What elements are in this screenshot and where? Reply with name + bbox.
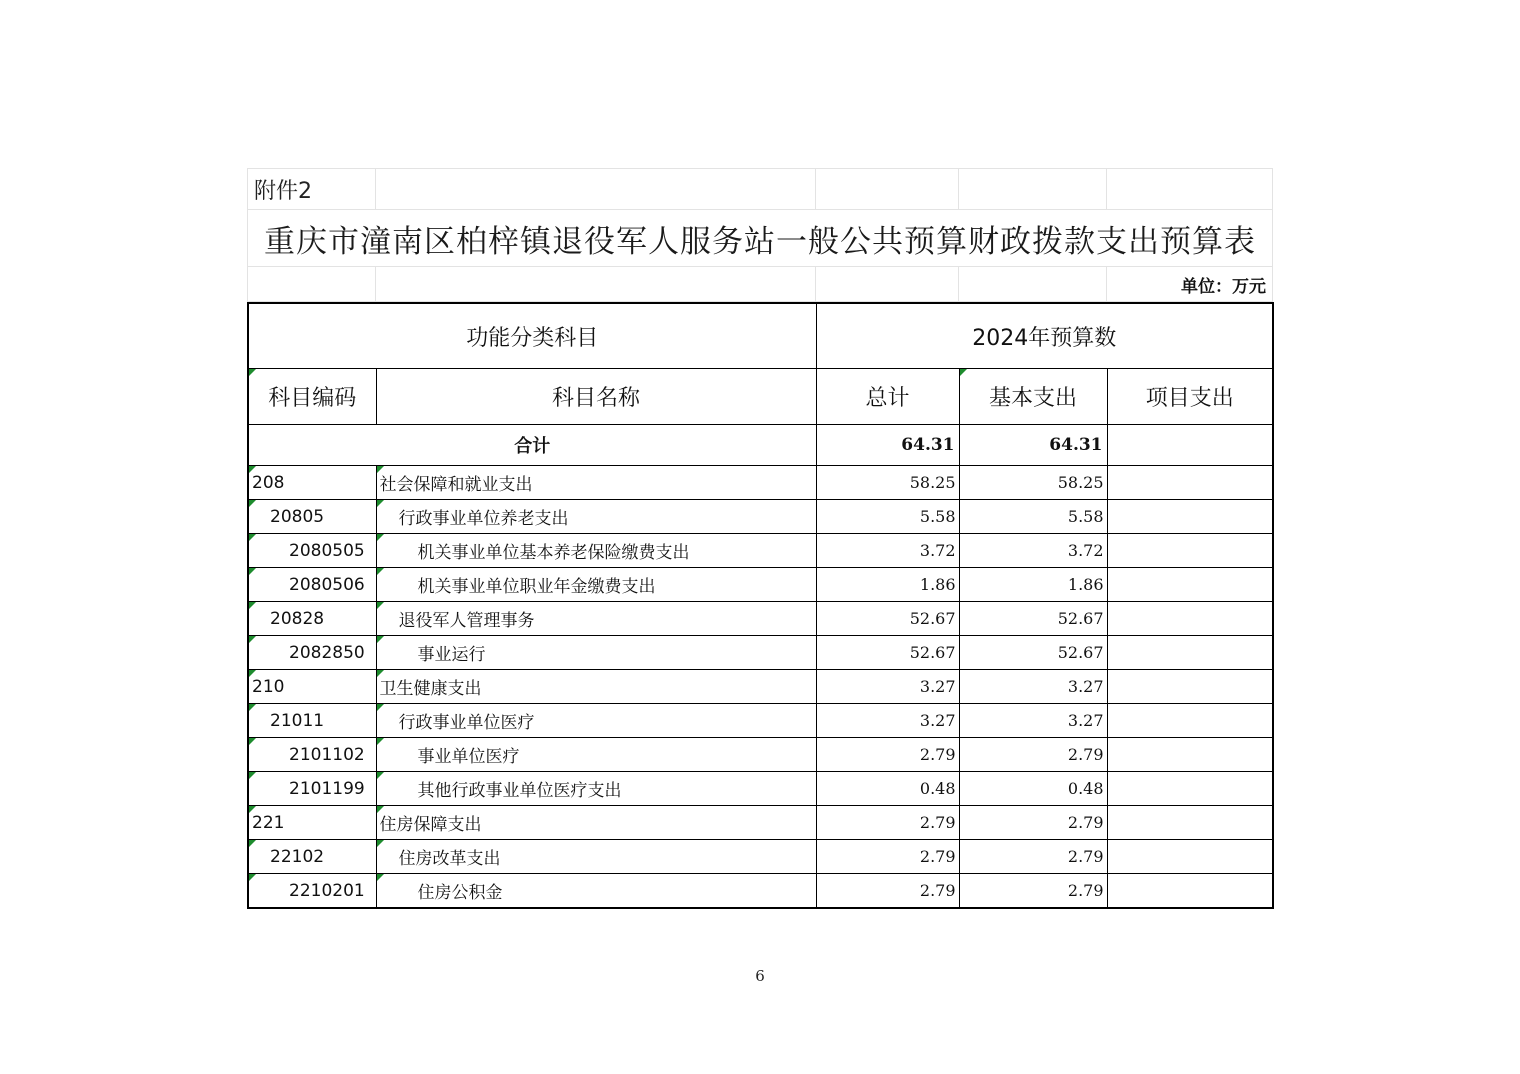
subject-code-cell: 2210201: [248, 874, 376, 909]
total-label: 合计: [248, 425, 816, 466]
table-row: [248, 874, 1273, 909]
basic-amount-cell: 3.27: [959, 704, 1107, 738]
subject-code-cell: 22102: [248, 840, 376, 874]
project-amount-cell: [1107, 602, 1273, 636]
total-basic-amount: 64.31: [959, 425, 1107, 466]
subject-name-cell: 社会保障和就业支出: [376, 466, 816, 500]
subject-name-cell: 退役军人管理事务: [376, 602, 816, 636]
project-amount-cell: [1107, 534, 1273, 568]
basic-amount-cell: 1.86: [959, 568, 1107, 602]
table-row: [248, 602, 1273, 636]
total-row: [248, 425, 1273, 466]
table-row: [248, 806, 1273, 840]
table-body: [248, 466, 1273, 909]
header-subject-name: 科目名称: [376, 369, 816, 425]
project-amount-cell: [1107, 670, 1273, 704]
table-row: [248, 500, 1273, 534]
table-row: [248, 840, 1273, 874]
subject-name-cell: 住房改革支出: [376, 840, 816, 874]
basic-amount-cell: 3.27: [959, 670, 1107, 704]
total-amount-cell: 1.86: [816, 568, 959, 602]
budget-table: [247, 302, 1274, 909]
subject-code-cell: 2082850: [248, 636, 376, 670]
subject-name-cell: 事业运行: [376, 636, 816, 670]
subject-code-cell: 221: [248, 806, 376, 840]
basic-amount-cell: 58.25: [959, 466, 1107, 500]
subject-name-cell: 行政事业单位医疗: [376, 704, 816, 738]
basic-amount-cell: 0.48: [959, 772, 1107, 806]
header-project-expenditure: 项目支出: [1107, 369, 1273, 425]
basic-amount-cell: 2.79: [959, 874, 1107, 909]
attachment-label: 附件2: [248, 169, 376, 210]
table-row: [248, 466, 1273, 500]
total-amount-cell: 52.67: [816, 636, 959, 670]
project-amount-cell: [1107, 806, 1273, 840]
basic-amount-cell: 2.79: [959, 738, 1107, 772]
total-amount-cell: 5.58: [816, 500, 959, 534]
table-row: [248, 568, 1273, 602]
table-row: [248, 670, 1273, 704]
subject-code-cell: 21011: [248, 704, 376, 738]
subject-code-cell: 2080506: [248, 568, 376, 602]
subject-name-cell: 机关事业单位基本养老保险缴费支出: [376, 534, 816, 568]
total-amount-cell: 3.27: [816, 670, 959, 704]
subject-code-cell: 20828: [248, 602, 376, 636]
total-amount-cell: 3.27: [816, 704, 959, 738]
header-total: 总计: [816, 369, 959, 425]
total-amount-cell: 2.79: [816, 840, 959, 874]
basic-amount-cell: 2.79: [959, 840, 1107, 874]
project-amount-cell: [1107, 738, 1273, 772]
total-project-amount: [1107, 425, 1273, 466]
project-amount-cell: [1107, 772, 1273, 806]
project-amount-cell: [1107, 636, 1273, 670]
subject-name-cell: 事业单位医疗: [376, 738, 816, 772]
total-amount-cell: 0.48: [816, 772, 959, 806]
subject-name-cell: 卫生健康支出: [376, 670, 816, 704]
table-row: [248, 704, 1273, 738]
project-amount-cell: [1107, 704, 1273, 738]
table-row: [248, 738, 1273, 772]
subject-code-cell: 2101102: [248, 738, 376, 772]
sheet-header-grid: [247, 168, 1273, 302]
project-amount-cell: [1107, 874, 1273, 909]
total-amount-cell: 2.79: [816, 874, 959, 909]
subject-code-cell: 210: [248, 670, 376, 704]
basic-amount-cell: 52.67: [959, 636, 1107, 670]
project-amount-cell: [1107, 568, 1273, 602]
table-row: [248, 772, 1273, 806]
subject-name-cell: 行政事业单位养老支出: [376, 500, 816, 534]
total-amount-cell: 3.72: [816, 534, 959, 568]
subject-name-cell: 住房公积金: [376, 874, 816, 909]
project-amount-cell: [1107, 500, 1273, 534]
table-row: [248, 636, 1273, 670]
header-budget-2024: 2024年预算数: [816, 303, 1273, 369]
header-subject-code: 科目编码: [248, 369, 376, 425]
header-functional-classification: 功能分类科目: [248, 303, 816, 369]
project-amount-cell: [1107, 466, 1273, 500]
basic-amount-cell: 2.79: [959, 806, 1107, 840]
subject-name-cell: 住房保障支出: [376, 806, 816, 840]
subject-code-cell: 20805: [248, 500, 376, 534]
header-basic-expenditure: 基本支出: [959, 369, 1107, 425]
subject-name-cell: 其他行政事业单位医疗支出: [376, 772, 816, 806]
budget-sheet: [247, 168, 1272, 909]
table-row: [248, 534, 1273, 568]
subject-code-cell: 2080505: [248, 534, 376, 568]
total-amount-cell: 58.25: [816, 466, 959, 500]
unit-label: 单位：万元: [1107, 267, 1273, 302]
subject-name-cell: 机关事业单位职业年金缴费支出: [376, 568, 816, 602]
basic-amount-cell: 52.67: [959, 602, 1107, 636]
total-amount: 64.31: [816, 425, 959, 466]
page-title: 重庆市潼南区柏梓镇退役军人服务站一般公共预算财政拨款支出预算表: [248, 210, 1273, 267]
total-amount-cell: 52.67: [816, 602, 959, 636]
subject-code-cell: 208: [248, 466, 376, 500]
project-amount-cell: [1107, 840, 1273, 874]
total-amount-cell: 2.79: [816, 738, 959, 772]
basic-amount-cell: 3.72: [959, 534, 1107, 568]
basic-amount-cell: 5.58: [959, 500, 1107, 534]
page-number: 6: [755, 967, 765, 985]
subject-code-cell: 2101199: [248, 772, 376, 806]
total-amount-cell: 2.79: [816, 806, 959, 840]
